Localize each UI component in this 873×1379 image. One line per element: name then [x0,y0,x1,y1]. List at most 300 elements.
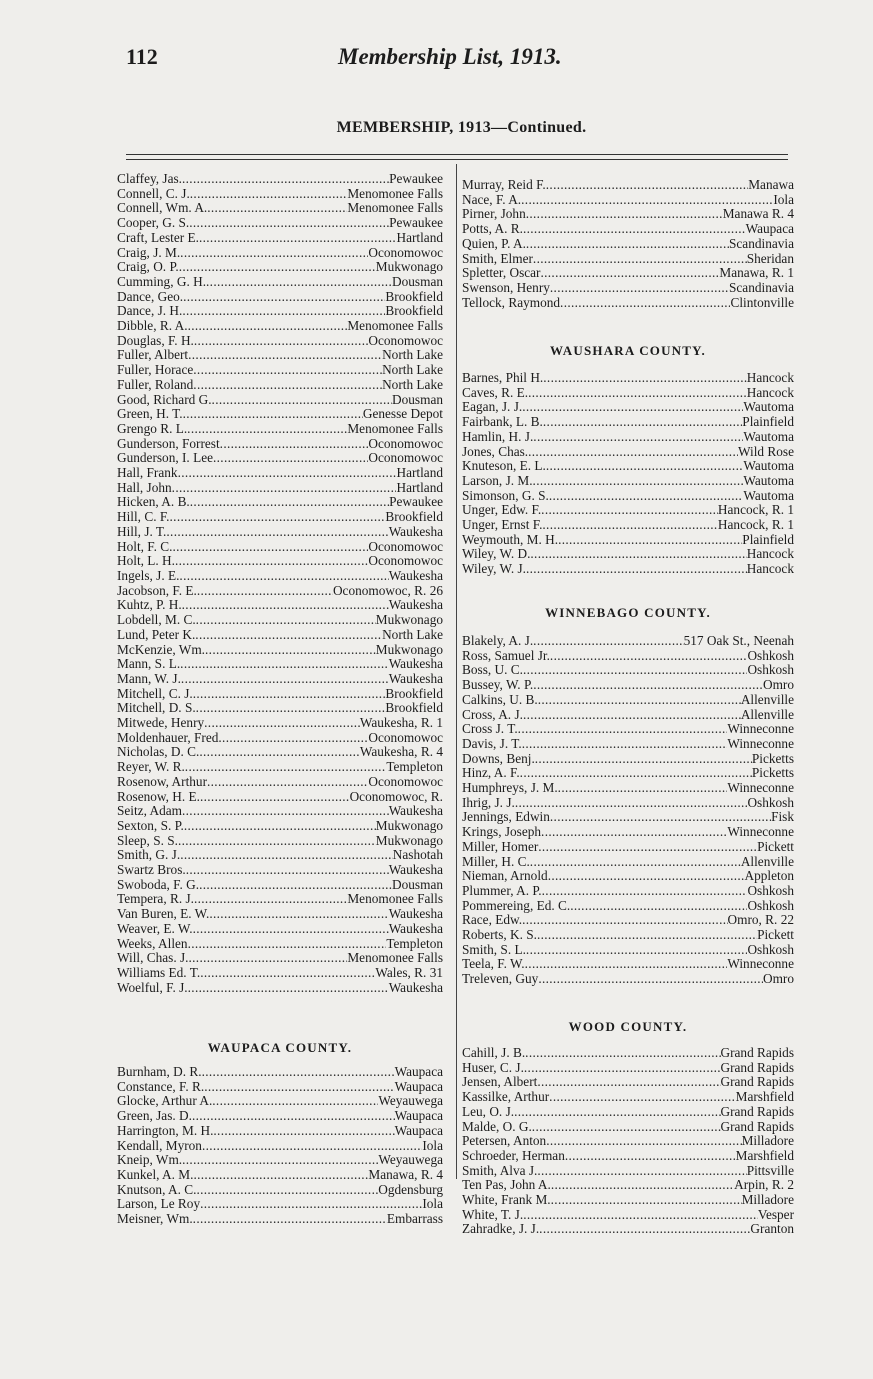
member-entry [462,752,794,767]
member-town: Marshfield [735,1090,794,1105]
member-town: Oconomowoc [368,730,443,745]
member-name: Pommereing, Ed. C. [462,898,571,913]
member-name: Dance, Geo. [117,289,184,304]
leader-dots [175,554,368,569]
member-town: Hancock [746,385,794,400]
member-town: Brookfield [385,701,443,716]
member-entry [117,540,443,555]
leader-dots [193,1212,387,1227]
leader-dots [188,981,389,996]
member-town: Wautoma [743,473,794,488]
member-entry [462,562,794,577]
leader-dots [526,562,747,577]
leader-dots [523,1208,758,1223]
member-entry [462,781,794,796]
member-town: Nashotah [392,848,443,863]
member-town: Winneconne [727,736,794,751]
member-entry [117,613,443,628]
member-town: Allenville [740,707,794,722]
member-entry [462,957,794,972]
leader-dots [537,1075,720,1090]
member-entry [117,1183,443,1198]
leader-dots [524,1061,721,1076]
member-entry [462,533,794,548]
member-entry [117,495,443,510]
member-name: Van Buren, E. W. [117,907,210,922]
member-name: Miller, H. C. [462,854,530,869]
leader-dots [184,819,376,834]
member-town: Grand Rapids [720,1104,794,1119]
leader-dots [528,386,747,401]
leader-dots [523,708,741,723]
leader-dots [565,1149,736,1164]
member-town: Waupaca [394,1123,443,1138]
member-entry [117,1139,443,1154]
member-name: Fuller, Roland [117,377,194,392]
member-name: Hamlin, H. J. [462,429,534,444]
member-entry [462,737,794,752]
member-entry [117,319,443,334]
member-entry [462,943,794,958]
member-town: Ogdensburg [378,1182,443,1197]
member-name: Dibble, R. A. [117,319,188,334]
member-town: Picketts [751,766,794,781]
member-name: Hicken, A. B. [117,495,190,510]
member-town: Wild Rose [738,444,794,459]
leader-dots [199,231,397,246]
member-name: Connell, C. J. [117,186,190,201]
member-entry [117,201,443,216]
member-name: Gunderson, Forrest [117,436,220,451]
member-town: Hartland [396,230,443,245]
leader-dots [196,701,386,716]
member-entry [462,722,794,737]
member-name: White, T. J. [462,1207,524,1222]
member-town: Dousman [392,392,443,407]
leader-dots [539,1222,750,1237]
leader-dots [186,863,389,878]
leader-dots [546,1134,741,1149]
member-name: Green, Jas. D. [117,1109,192,1124]
member-entry [117,716,443,731]
member-name: Tellock, Raymond [462,295,561,310]
member-entry [462,266,794,281]
member-town: Milladore [741,1134,794,1149]
member-town: Menomonee Falls [347,892,443,907]
member-entry [117,834,443,849]
leader-dots [209,907,388,922]
member-town: Pickett [757,928,794,943]
member-name: Wiley, W. J. [462,562,526,577]
member-name: Fairbank, L. B. [462,415,543,430]
member-entry [117,260,443,275]
member-entry [117,892,443,907]
member-town: Iola [422,1138,443,1153]
leader-dots [525,1046,720,1061]
member-name: Moldenhauer, Fred [117,730,219,745]
member-name: Craig, J. M. [117,245,181,260]
member-entry [117,231,443,246]
member-town: Menomonee Falls [347,951,443,966]
member-entry [462,972,794,987]
leader-dots [196,1183,378,1198]
member-town: Allenville [740,854,794,869]
leader-dots [204,1080,394,1095]
member-entry [462,840,794,855]
member-entry [462,634,794,649]
member-entry [462,296,794,311]
leader-dots [540,266,719,281]
member-name: Hinz, A. F. [462,766,520,781]
member-town: Marshfield [735,1148,794,1163]
leader-dots [180,848,393,863]
leader-dots [523,222,746,237]
leader-dots [220,437,369,452]
member-entry [462,400,794,415]
member-entry [117,290,443,305]
member-town: Embarrass [386,1212,443,1227]
member-town: Omro, R. 22 [727,913,794,928]
member-town: Brookfield [385,304,443,319]
member-name: Jensen, Albert [462,1075,538,1090]
member-entry [117,1153,443,1168]
member-entry [462,207,794,222]
member-entry [117,1109,443,1124]
member-entry [117,981,443,996]
leader-dots [558,781,728,796]
member-name: Jacobson, F. E. [117,583,197,598]
member-entry [117,422,443,437]
member-entry [462,884,794,899]
leader-dots [182,1153,378,1168]
member-entry [117,966,443,981]
member-town: Vesper [757,1207,794,1222]
member-entry [117,407,443,422]
member-name: Swoboda, F. G. [117,877,200,892]
leader-dots [535,752,752,767]
leader-dots [197,584,333,599]
leader-dots [188,319,348,334]
member-name: Claffey, Jas. [117,172,182,186]
member-town: Wautoma [743,488,794,503]
member-entry [117,804,443,819]
member-name: Larson, Le Roy [117,1197,201,1212]
member-town: Waupaca [394,1109,443,1124]
leader-dots [189,216,389,231]
member-town: Manawa, R. 1 [719,266,794,281]
leader-dots [188,937,387,952]
member-name: Kunkel, A. M. [117,1167,194,1182]
leader-dots [537,1164,746,1179]
leader-dots [192,1109,395,1124]
member-name: Holt, L. H. [117,554,175,569]
member-name: Kassilke, Arthur [462,1090,550,1105]
member-entry [117,701,443,716]
member-town: Oshkosh [747,795,794,810]
leader-dots [538,693,741,708]
member-town: Pickett [757,839,794,854]
member-entry [117,378,443,393]
member-name: Bussey, W. P. [462,678,534,693]
member-town: Oshkosh [747,663,794,678]
member-name: Miller, Homer [462,839,539,854]
member-town: Clintonville [730,295,794,310]
member-entry [462,708,794,723]
leader-dots [166,525,388,540]
member-town: Mukwonago [375,613,443,628]
leader-dots [213,1124,394,1139]
member-entry [462,1105,794,1120]
county-heading: WINNEBAGO COUNTY. [545,605,711,620]
leader-dots [207,201,347,216]
member-town: Hartland [396,466,443,481]
member-entry [117,819,443,834]
member-entry [117,172,443,187]
leader-dots [193,922,389,937]
member-entry [462,281,794,296]
header-rule-bottom [126,159,788,160]
member-entry [117,569,443,584]
member-town: Winneconne [727,957,794,972]
member-town: Brookfield [385,510,443,525]
member-town: Omro [762,678,794,693]
member-name: Roberts, K. S. [462,928,537,943]
member-town: Mukwonago [375,642,443,657]
leader-dots [178,466,397,481]
member-name: Rosenow, Arthur [117,774,207,789]
member-town: Waukesha [388,907,443,922]
county-heading: WAUSHARA COUNTY. [550,343,706,358]
member-entry [117,657,443,672]
member-name: Swartz Bros. [117,863,186,878]
member-town: Mukwonago [375,818,443,833]
member-name: Teela, F. W. [462,957,525,972]
member-town: Mukwonago [375,833,443,848]
member-town: Oconomowoc, R. [349,789,443,804]
member-town: Waukesha [388,524,443,539]
member-town: Oshkosh [747,883,794,898]
member-entry [117,437,443,452]
member-name: Mann, W. J. [117,671,181,686]
member-town: Menomonee Falls [347,421,443,436]
member-name: Cross, A. J. [462,707,523,722]
member-name: Simonson, G. S. [462,488,549,503]
member-entry [117,275,443,290]
member-town: Oconomowoc [368,436,443,451]
leader-dots [533,678,763,693]
member-entry [117,525,443,540]
member-name: Burnham, D. R. [117,1065,202,1079]
leader-dots [549,489,744,504]
leader-dots [525,957,728,972]
member-entry [462,474,794,489]
member-entry [462,1193,794,1208]
section-title: MEMBERSHIP, 1913—Continued. [336,119,587,136]
member-entry [117,907,443,922]
leader-dots [550,649,748,664]
leader-dots [543,371,746,386]
leader-dots [194,892,347,907]
member-name: Calkins, U. B. [462,692,538,707]
member-town: Hancock, R. 1 [717,518,794,533]
member-name: Meisner, Wm. [117,1212,193,1227]
member-name: Krings, Joseph [462,825,542,840]
member-name: Hill, J. T. [117,524,167,539]
leader-dots [207,775,368,790]
member-name: Weymouth, M. H. [462,532,559,547]
leader-dots [558,533,742,548]
member-entry [462,1075,794,1090]
leader-dots [570,899,747,914]
member-name: Good, Richard G. [117,392,212,407]
member-name: Murray, Reid F. [462,178,546,192]
member-name: Swenson, Henry [462,280,550,295]
member-entry [117,363,443,378]
member-town: Appleton [744,869,794,884]
leader-dots [526,207,723,222]
member-entry [117,1080,443,1095]
waushara-county-section [462,343,794,359]
leader-dots [543,415,742,430]
member-town: Scandinavia [729,280,794,295]
leader-dots [199,878,392,893]
member-town: Iola [422,1197,443,1212]
member-town: Grand Rapids [720,1046,794,1060]
leader-dots [190,187,348,202]
member-name: Glocke, Arthur A. [117,1094,213,1109]
member-entry [462,855,794,870]
member-entry [117,598,443,613]
member-name: Tempera, R. J. [117,892,194,907]
member-entry [462,1120,794,1135]
member-name: Will, Chas. J. [117,951,189,966]
leader-dots [533,634,683,649]
member-town: Granton [750,1222,794,1237]
leader-dots [182,804,389,819]
member-entry [117,510,443,525]
member-town: Plainfield [742,532,794,547]
member-entry [462,252,794,267]
leader-dots [523,663,747,678]
leader-dots [528,445,738,460]
member-name: Boss, U. C. [462,663,523,678]
member-town: 517 Oak St., Neenah [683,634,794,648]
member-entry [117,393,443,408]
leader-dots [546,459,744,474]
member-entry [117,848,443,863]
leader-dots [199,745,360,760]
member-name: Ten Pas, John A. [462,1178,551,1193]
leader-dots [560,296,730,311]
member-entry [117,937,443,952]
leader-dots [541,825,727,840]
county-heading: WAUPACA COUNTY. [207,1040,353,1055]
member-name: Rosenow, H. E. [117,789,200,804]
member-town: Brookfield [385,289,443,304]
member-name: Caves, R. E. [462,385,529,400]
member-entry [117,187,443,202]
column-divider [456,164,457,1179]
member-entry [462,178,794,193]
member-name: Mitchell, C. J. [117,686,193,701]
member-town: Oconomowoc [368,451,443,466]
leader-dots [205,643,376,658]
leader-dots [541,503,718,518]
member-town: Oshkosh [747,648,794,663]
leader-dots [202,1065,395,1080]
member-entry [462,503,794,518]
member-town: Winneconne [727,722,794,737]
member-town: Oconomowoc [368,774,443,789]
member-name: Potts, A. R. [462,222,523,237]
leader-dots [193,378,382,393]
member-town: Dousman [392,877,443,892]
member-name: Quien, P. A. [462,236,526,251]
leader-dots [551,1193,742,1208]
leader-dots [522,400,743,415]
member-entry [462,1061,794,1076]
member-entry [117,731,443,746]
leader-dots [172,540,368,555]
member-entry [117,628,443,643]
member-town: Hancock [746,547,794,562]
member-town: Iola [773,192,794,207]
member-entry [462,810,794,825]
member-entry [117,216,443,231]
member-name: Dance, J. H. [117,304,183,319]
member-town: Waukesha [388,598,443,613]
leader-dots [549,1090,735,1105]
member-name: Mitchell, D. S. [117,701,196,716]
member-town: Menomonee Falls [347,186,443,201]
member-name: Kneip, Wm. [117,1153,183,1168]
member-town: Oconomowoc, R. 26 [332,583,443,598]
member-entry [462,193,794,208]
leader-dots [218,731,368,746]
member-name: Kuhtz, P. H. [117,598,182,613]
leader-dots [188,348,382,363]
member-name: Treleven, Guy [462,972,539,987]
member-entry [462,518,794,533]
leader-dots [179,569,388,584]
leader-dots [514,1105,720,1120]
member-town: Waukesha [388,568,443,583]
leader-dots [212,393,392,408]
member-name: Seitz, Adam [117,804,182,819]
leader-dots [522,737,728,752]
member-entry [462,796,794,811]
member-entry [117,1212,443,1227]
member-town: Hancock [746,371,794,385]
leader-dots [522,913,727,928]
leader-dots [200,790,350,805]
member-name: Schroeder, Herman [462,1148,565,1163]
member-entry [462,1090,794,1105]
member-name: Green, H. T. [117,407,183,422]
leader-dots [200,1197,422,1212]
member-name: Blakely, A. J. [462,634,534,648]
member-entry [117,1124,443,1139]
member-name: Davis, J. T. [462,736,522,751]
leader-dots [202,1139,422,1154]
member-name: Kendall, Myron [117,1138,202,1153]
member-town: Waukesha [388,921,443,936]
leader-dots [181,672,389,687]
member-town: Oshkosh [747,942,794,957]
member-entry [462,663,794,678]
member-entry [117,348,443,363]
member-town: Picketts [751,751,794,766]
